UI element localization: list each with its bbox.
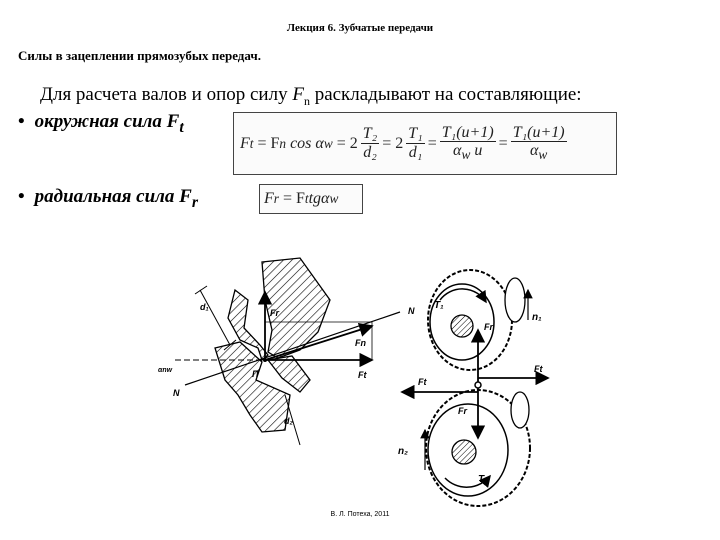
frac-den-tail: u xyxy=(470,142,483,160)
upper-gear-hub xyxy=(451,315,473,337)
label-n2: n₂ xyxy=(398,446,408,457)
f1-eq2: = 2 xyxy=(336,134,358,152)
label-aw: αnw xyxy=(158,367,173,374)
f1-eq3: = 2 xyxy=(382,134,404,152)
intro-subscript: n xyxy=(303,93,310,108)
label-p: П xyxy=(252,369,259,379)
label-t1: T₁ xyxy=(434,300,444,311)
frac-den-sub: w xyxy=(461,147,471,163)
frac-den: d₂ xyxy=(363,144,377,161)
f2-rhs-sub: t xyxy=(304,191,309,206)
frac-num: T₁(u+1) xyxy=(441,123,494,141)
intro-after: раскладывают на составляющие: xyxy=(309,84,582,105)
lower-gear-shaft xyxy=(511,392,529,428)
label-d1: d₁ xyxy=(200,302,209,312)
label-fn: Fn xyxy=(355,338,366,348)
f1-eq1-sub: n xyxy=(279,135,287,151)
f2-tg-sub: w xyxy=(329,191,339,206)
frac-num: T₁ xyxy=(408,125,423,143)
label-fr: Fr xyxy=(270,308,279,318)
f1-eq1: = F xyxy=(257,134,280,152)
label-n1: n₁ xyxy=(532,312,542,323)
frac-den-alpha: α xyxy=(530,142,539,160)
f1-eq4: = xyxy=(427,134,437,152)
f2-rhs: = F xyxy=(282,190,305,207)
bullet-label: окружная сила F xyxy=(34,111,180,132)
f2-tg: tgα xyxy=(308,190,330,207)
author-footer: В. Л. Потеха, 2011 xyxy=(330,511,390,518)
bullet-label: радиальная сила F xyxy=(34,186,192,207)
lecture-header: Лекция 6. Зубчатые передачи xyxy=(286,22,434,34)
bullet-sub: r xyxy=(191,193,199,211)
frac-num: T₂ xyxy=(362,125,378,143)
mesh-point xyxy=(475,382,481,388)
label-ft-left: Ft xyxy=(418,377,427,387)
frac-den: d₁ xyxy=(408,144,423,161)
lower-gear-hub xyxy=(452,440,476,464)
tooth-contact-diagram xyxy=(158,258,415,445)
frac-den-sub: w xyxy=(538,147,548,163)
two-gears-diagram xyxy=(398,270,548,506)
f1-lhs-sub: t xyxy=(249,135,254,151)
label-n-bottom: N xyxy=(173,388,180,398)
f1-lhs: F xyxy=(240,134,250,152)
label-fr-bottom: Fr xyxy=(458,406,467,416)
f1-cos-sub: w xyxy=(323,135,333,151)
d1-dimension-line xyxy=(200,290,230,345)
f2-lhs: F xyxy=(264,190,274,207)
label-fr-top: Fr xyxy=(484,322,493,332)
intro-symbol: F xyxy=(292,84,304,105)
label-t2: T₂ xyxy=(478,474,488,485)
bullet-dot: • xyxy=(18,111,25,132)
frac-den-alpha: α xyxy=(453,142,462,160)
upper-gear-shaft xyxy=(505,278,525,322)
f1-eq5: = xyxy=(498,134,508,152)
frac-num: T₁(u+1) xyxy=(512,123,565,141)
label-ft: Ft xyxy=(358,370,367,380)
intro-before: Для расчета валов и опор силу xyxy=(40,84,293,105)
bullet-sub: t xyxy=(179,118,184,136)
lower-right-tooth xyxy=(268,356,310,392)
f1-cos: cos α xyxy=(290,134,324,152)
f2-lhs-sub: r xyxy=(273,191,279,206)
pitch-point xyxy=(263,358,267,362)
label-ft-right: Ft xyxy=(534,364,543,374)
bullet-dot: • xyxy=(18,186,25,207)
label-n-top: N xyxy=(408,306,415,316)
label-d2: d₂ xyxy=(284,416,293,426)
slide-subtitle: Силы в зацеплении прямозубых передач. xyxy=(18,48,261,63)
